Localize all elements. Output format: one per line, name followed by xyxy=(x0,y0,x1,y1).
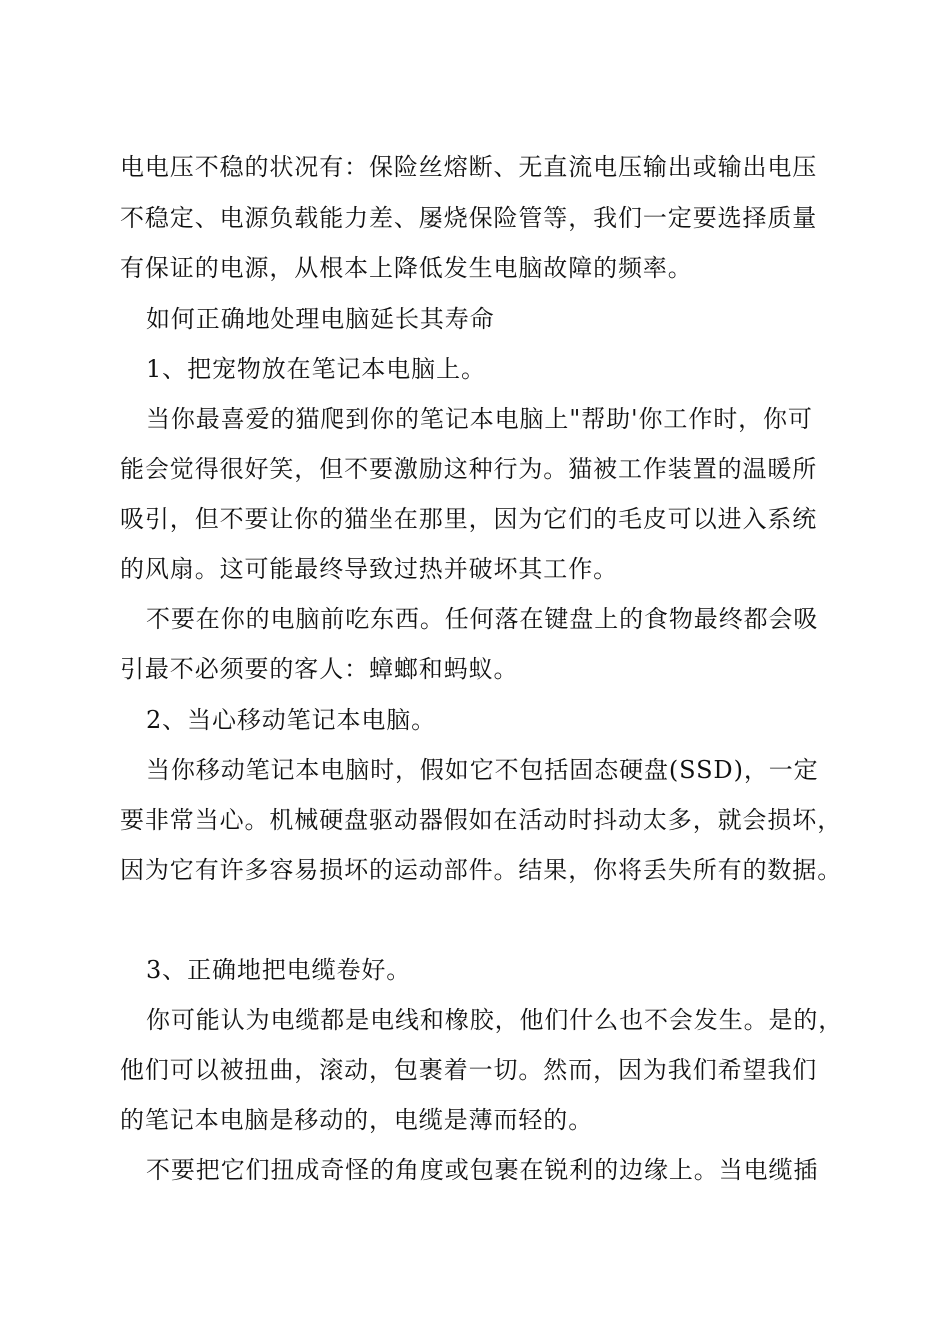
text-line: 电电压不稳的状况有：保险丝熔断、无直流电压输出或输出电压 xyxy=(120,153,818,181)
text-line: 不要在你的电脑前吃东西。任何落在键盘上的食物最终都会吸 xyxy=(146,605,819,633)
text-line: 他们可以被扭曲，滚动，包裹着一切。然而，因为我们希望我们 xyxy=(120,1056,818,1084)
text-line: 的笔记本电脑是移动的，电缆是薄而轻的。 xyxy=(120,1106,594,1134)
list-heading: 3、正确地把电缆卷好。 xyxy=(146,956,412,984)
section-heading: 如何正确地处理电脑延长其寿命 xyxy=(146,305,495,333)
text-line: 当你最喜爱的猫爬到你的笔记本电脑上"帮助'你工作时，你可 xyxy=(146,405,813,433)
text-line: 因为它有许多容易损坏的运动部件。结果，你将丢失所有的数据。 xyxy=(120,856,843,884)
text-line: 吸引，但不要让你的猫坐在那里，因为它们的毛皮可以进入系统 xyxy=(120,505,818,533)
text-line: 当你移动笔记本电脑时，假如它不包括固态硬盘(SSD)，一定 xyxy=(146,756,819,784)
text-line: 要非常当心。机械硬盘驱动器假如在活动时抖动太多，就会损坏， xyxy=(120,806,843,834)
text-line: 的风扇。这可能最终导致过热并破坏其工作。 xyxy=(120,555,618,583)
text-line: 你可能认为电缆都是电线和橡胶，他们什么也不会发生。是的， xyxy=(146,1006,844,1034)
text-line: 不稳定、电源负载能力差、屡烧保险管等，我们一定要选择质量 xyxy=(120,204,818,232)
list-heading: 2、当心移动笔记本电脑。 xyxy=(146,706,437,734)
text-line: 有保证的电源，从根本上降低发生电脑故障的频率。 xyxy=(120,254,693,282)
text-line: 引最不必须要的客人：蟑螂和蚂蚁。 xyxy=(120,655,519,683)
list-heading: 1、把宠物放在笔记本电脑上。 xyxy=(146,355,486,383)
text-line: 不要把它们扭成奇怪的角度或包裹在锐利的边缘上。当电缆插 xyxy=(146,1156,819,1184)
text-line: 能会觉得很好笑，但不要激励这种行为。猫被工作装置的温暖所 xyxy=(120,455,818,483)
